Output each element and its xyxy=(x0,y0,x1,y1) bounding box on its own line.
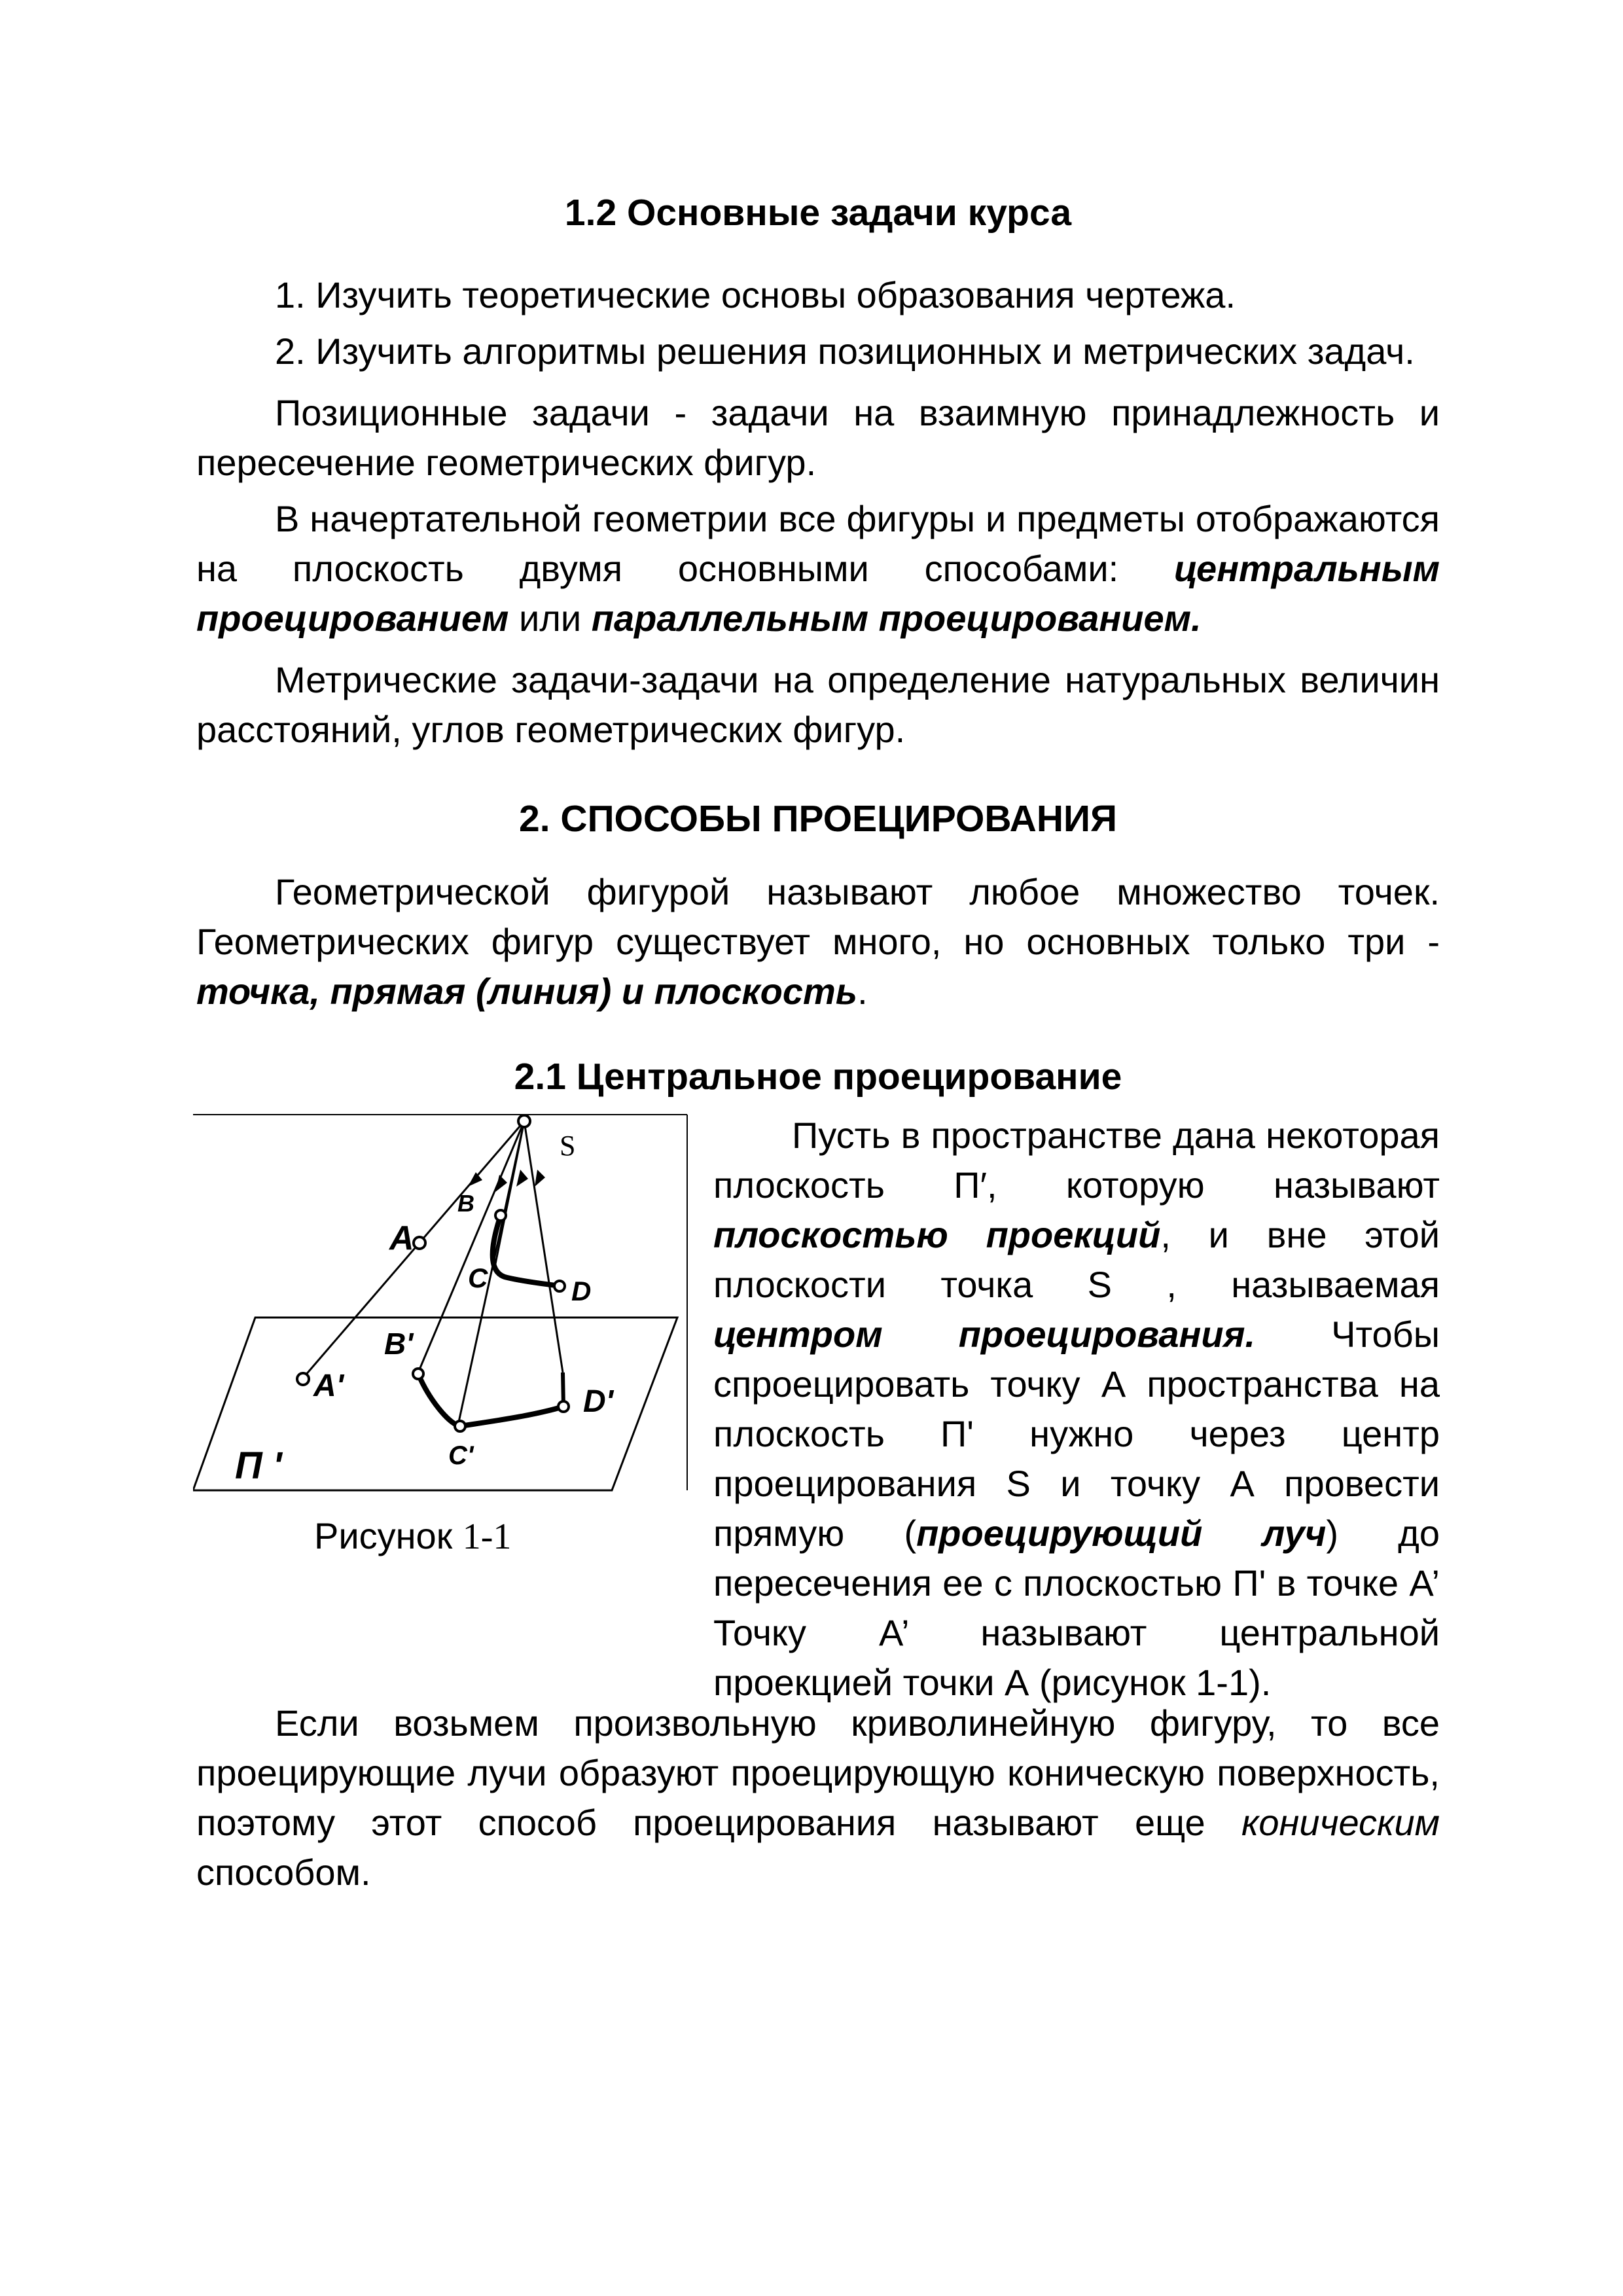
ray-s-b1 xyxy=(418,1121,524,1372)
conic-projection-paragraph xyxy=(196,1698,1440,1897)
ray-arrow-3 xyxy=(516,1170,528,1187)
projecting-ray-term: проецирующий луч xyxy=(916,1513,1327,1554)
figure-text-period: . xyxy=(857,971,868,1012)
central-projection-term: центральным проецированием xyxy=(196,548,1440,639)
label-b: B xyxy=(457,1190,474,1217)
parallel-projection-term: параллельным проецированием. xyxy=(591,598,1202,639)
ray-arrow-1 xyxy=(468,1172,482,1187)
conic-paragraph-block xyxy=(196,1698,1440,1897)
label-c: C xyxy=(468,1263,488,1293)
point-a1 xyxy=(297,1373,309,1385)
basic-figures-term: точка, прямая (линия) и плоскость xyxy=(196,971,858,1012)
conic-text-a: Если возьмем произвольную криволинейную фигуру, то все проецирующие лучи образуют проецирующую коническую поверхность, поэтому этот способ проецирования называют еще xyxy=(196,1702,1440,1843)
label-s: S xyxy=(560,1130,576,1162)
point-d xyxy=(554,1281,565,1291)
positional-tasks-paragraph: Позиционные задачи - задачи на взаимную принадлежность и пересечение геометрических фигур. xyxy=(196,392,1440,483)
point-d1 xyxy=(558,1401,569,1412)
label-plane: П ' xyxy=(235,1444,282,1487)
projection-plane-comma: , xyxy=(1160,1214,1171,1255)
metric-tasks-paragraph: Метрические задачи-задачи на определение натуральных величин расстояний, углов геометрических фигур. xyxy=(196,659,1440,750)
point-b xyxy=(495,1210,506,1221)
conic-text-c: способом. xyxy=(196,1852,371,1893)
section-2-heading: 2. СПОСОБЫ ПРОЕЦИРОВАНИЯ xyxy=(519,798,1117,840)
label-a: A xyxy=(389,1219,414,1257)
point-s xyxy=(518,1115,530,1127)
ray-arrow-4 xyxy=(535,1170,545,1187)
methods-text-a: В начертательной геометрии все фигуры и предметы отображаются на плоскость двумя основными способами: xyxy=(196,498,1440,589)
ray-s-d1 xyxy=(524,1121,563,1372)
side-text-e: Чтобы спроецировать точку А пространства на плоскость П' нужно через центр проецирования S и точку А провести прямую ( xyxy=(713,1314,1440,1554)
point-a xyxy=(414,1237,425,1249)
caption-number: 1-1 xyxy=(462,1516,512,1557)
caption-word: Рисунок xyxy=(314,1515,463,1556)
figure-caption xyxy=(314,1511,576,1562)
point-c1 xyxy=(455,1421,465,1431)
task-item-1: 1. Изучить теоретические основы образования чертежа. xyxy=(275,274,1236,315)
central-projection-text xyxy=(713,1111,1440,1708)
ray-s-c xyxy=(494,1121,524,1270)
label-d-prime: D' xyxy=(583,1384,614,1419)
projection-center-term: центром проецирования. xyxy=(713,1314,1256,1355)
side-text-a: Пусть в пространстве дана некоторая плоскость П′, которую называют xyxy=(713,1115,1440,1206)
methods-text-or: или xyxy=(508,598,592,639)
side-text-g: ) до пересечения ее с плоскостью П' в точке А’ Точку А’ называют центральной проекцией точки А (рисунок 1-1). xyxy=(713,1513,1440,1703)
central-projection-paragraph xyxy=(713,1111,1440,1708)
label-d: D xyxy=(571,1276,592,1306)
conic-term: коническим xyxy=(1241,1802,1440,1843)
projection-methods-paragraph xyxy=(196,494,1440,643)
point-b1 xyxy=(413,1369,423,1379)
task-item-2: 2. Изучить алгоритмы решения позиционных и метрических задач. xyxy=(275,331,1415,372)
side-text-c: и вне этой плоскости точка S , называемая xyxy=(713,1214,1440,1305)
page-content xyxy=(196,187,1440,1703)
figure-text-a: Геометрической фигурой называют любое множество точек. Геометрических фигур существует много, но основных только три - xyxy=(196,871,1440,962)
figure-block xyxy=(196,1111,1440,1703)
geometric-figure-paragraph xyxy=(196,867,1440,1016)
section-1-2-heading: 1.2 Основные задачи курса xyxy=(564,192,1072,234)
curve-b1c1d1 xyxy=(418,1374,563,1426)
label-a-prime: A' xyxy=(313,1369,344,1403)
label-c-prime: C' xyxy=(448,1441,474,1470)
label-b-prime: B' xyxy=(384,1327,414,1361)
central-projection-figure xyxy=(193,1111,690,1516)
projection-plane-term: плоскостью проекций xyxy=(713,1214,1161,1255)
section-2-1-heading: 2.1 Центральное проецирование xyxy=(514,1056,1122,1098)
